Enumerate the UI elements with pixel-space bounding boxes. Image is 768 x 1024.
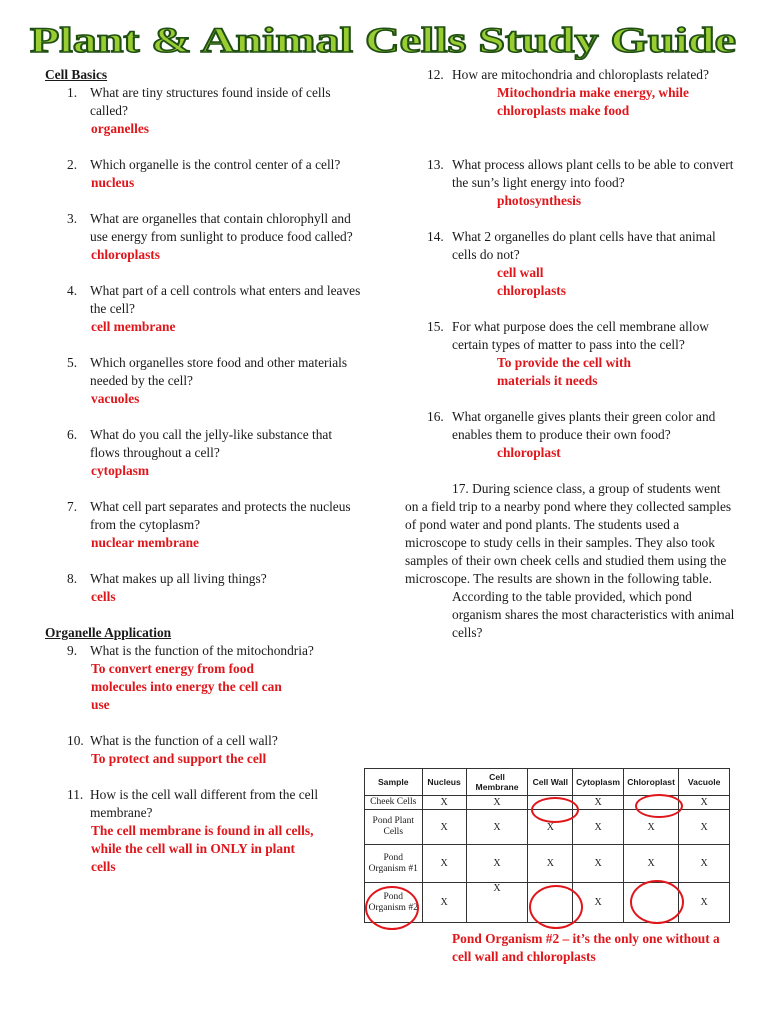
answer-5: vacuoles — [91, 391, 140, 406]
table-cell: X — [466, 845, 528, 883]
answer-16: chloroplast — [497, 445, 561, 460]
question-text: Which organelles store food and other materials needed by the cell? — [90, 355, 348, 388]
answer-14-a: cell wall — [497, 265, 544, 280]
table-cell: Pond Organism #1 — [365, 845, 423, 883]
column-header: Sample — [365, 769, 423, 796]
table-cell: X — [422, 845, 466, 883]
question-number: 5. — [67, 355, 78, 370]
question-1 — [45, 84, 365, 120]
answer-15: To provide the cell with materials it needs — [497, 355, 631, 388]
question-3 — [45, 210, 365, 246]
answer-9: To convert energy from food molecules into energy the cell can use — [91, 661, 282, 712]
question-12 — [405, 66, 735, 84]
answer-7: nuclear membrane — [91, 535, 199, 550]
table-cell: Pond Organism #2 — [365, 883, 423, 923]
question-text: What is the function of a cell wall? — [90, 733, 278, 748]
question-number: 11. — [67, 787, 84, 802]
section-heading-organelle-application: Organelle Application — [45, 625, 172, 640]
question-text: What makes up all living things? — [90, 571, 267, 586]
table-cell: Pond Plant Cells — [365, 810, 423, 845]
table-row — [365, 845, 730, 883]
annotation-circle — [529, 885, 583, 929]
annotation-circle — [365, 886, 419, 930]
column-header: Cytoplasm — [573, 769, 624, 796]
question-text: What cell part separates and protects the nucleus from the cytoplasm? — [90, 499, 351, 532]
question-text: What is the function of the mitochondria? — [90, 643, 314, 658]
column-header: Cell Membrane — [466, 769, 528, 796]
question-2 — [45, 156, 365, 174]
answer-1: organelles — [91, 121, 150, 136]
table-cell: X — [528, 810, 573, 845]
table-cell: X — [466, 810, 528, 845]
table-cell: X — [466, 796, 528, 810]
question-text: For what purpose does the cell membrane allow certain types of matter to pass into the cell? — [452, 319, 709, 352]
annotation-circle — [630, 880, 684, 924]
question-8 — [45, 570, 365, 588]
question-text: What do you call the jelly-like substance that flows throughout a cell? — [90, 427, 333, 460]
annotation-circle — [531, 797, 579, 823]
question-number: 3. — [67, 211, 78, 226]
answer-2: nucleus — [91, 175, 135, 190]
question-17-question: According to the table provided, which pond organism shares the most characteristics with animal cells? — [452, 589, 735, 640]
table-cell: X — [422, 883, 466, 923]
column-header: Vacuole — [679, 769, 730, 796]
question-5 — [45, 354, 365, 390]
question-text: What are tiny structures found inside of cells called? — [90, 85, 331, 118]
question-number: 8. — [67, 571, 78, 586]
question-number: 2. — [67, 157, 78, 172]
table-cell: X — [573, 810, 624, 845]
question-number: 10. — [67, 733, 84, 748]
table-cell: Cheek Cells — [365, 796, 423, 810]
question-9 — [45, 642, 365, 660]
answer-3: chloroplasts — [91, 247, 160, 262]
question-15 — [405, 318, 735, 354]
answer-13: photosynthesis — [497, 193, 582, 208]
table-cell: X — [573, 883, 624, 923]
annotation-circle — [635, 794, 683, 818]
right-column — [405, 66, 735, 642]
table-cell: X — [573, 796, 624, 810]
question-number: 9. — [67, 643, 78, 658]
question-number: 4. — [67, 283, 78, 298]
question-text: What organelle gives plants their green color and enables them to produce their own food? — [452, 409, 716, 442]
page-title — [28, 18, 740, 60]
table-cell: X — [623, 810, 678, 845]
question-7 — [45, 498, 365, 534]
question-number: 12. — [427, 67, 444, 82]
question-text: How are mitochondria and chloroplasts related? — [452, 67, 709, 82]
question-number: 14. — [427, 229, 444, 244]
title-text: Plant & Animal Cells Study Guide — [30, 20, 737, 60]
answer-17: Pond Organism #2 – it’s the only one without a cell wall and chloroplasts — [452, 931, 720, 964]
question-text: How is the cell wall different from the cell membrane? — [90, 787, 319, 820]
table-cell: X — [422, 810, 466, 845]
answer-12: Mitochondria make energy, while chloroplasts make food — [497, 85, 689, 118]
answer-6: cytoplasm — [91, 463, 150, 478]
left-column — [45, 66, 365, 876]
column-header: Cell Wall — [528, 769, 573, 796]
table-header-row — [365, 769, 730, 796]
table-cell: X — [679, 845, 730, 883]
question-10 — [45, 732, 365, 750]
column-header: Nucleus — [422, 769, 466, 796]
question-text: Which organelle is the control center of a cell? — [90, 157, 341, 172]
answer-4: cell membrane — [91, 319, 176, 334]
question-17-paragraph: 17. During science class, a group of students went on a field trip to a nearby pond where they collected samples of pond water and pond plants. The students used a microscope to study cells in their samples. They also took samples of their own cheek cells and studied them using the microscope. The results are shown in the following table. — [405, 481, 732, 586]
table-cell: X — [679, 883, 730, 923]
answer-14-b: chloroplasts — [497, 283, 566, 298]
question-text: What are organelles that contain chlorophyll and use energy from sunlight to produce food called? — [90, 211, 353, 244]
question-text: What part of a cell controls what enters and leaves the cell? — [90, 283, 361, 316]
question-text: What 2 organelles do plant cells have that animal cells do not? — [452, 229, 716, 262]
question-6 — [45, 426, 365, 462]
table-cell: X — [422, 796, 466, 810]
table-cell: X — [528, 845, 573, 883]
answer-10: To protect and support the cell — [91, 751, 267, 766]
answer-11: The cell membrane is found in all cells, while the cell wall in ONLY in plant cells — [91, 823, 314, 874]
question-number: 1. — [67, 85, 78, 100]
question-text: What process allows plant cells to be able to convert the sun’s light energy into food? — [452, 157, 734, 190]
question-14 — [405, 228, 735, 264]
question-11 — [45, 786, 365, 822]
table-cell: X — [466, 883, 528, 923]
question-13 — [405, 156, 735, 192]
question-number: 13. — [427, 157, 444, 172]
question-16 — [405, 408, 735, 444]
column-header: Chloroplast — [623, 769, 678, 796]
answer-8: cells — [91, 589, 116, 604]
question-number: 16. — [427, 409, 444, 424]
question-number: 15. — [427, 319, 444, 334]
table-cell: X — [679, 796, 730, 810]
section-heading-cell-basics: Cell Basics — [45, 67, 108, 82]
table-cell: X — [573, 845, 624, 883]
table-cell: X — [679, 810, 730, 845]
question-number: 7. — [67, 499, 78, 514]
question-number: 6. — [67, 427, 78, 442]
question-4 — [45, 282, 365, 318]
table-cell: X — [623, 845, 678, 883]
